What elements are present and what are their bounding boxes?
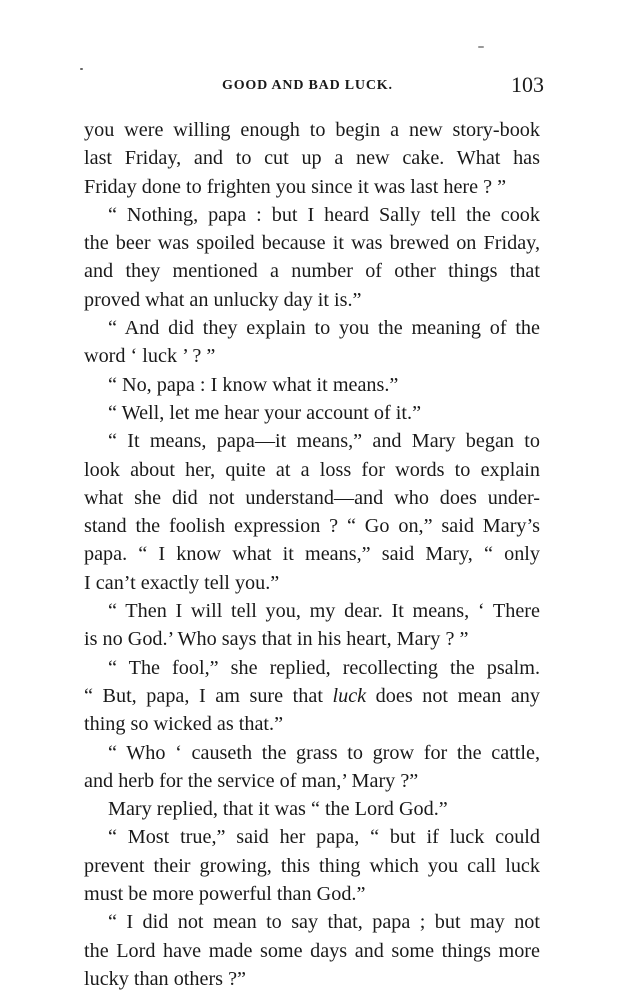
running-head-title: GOOD AND BAD LUCK. [222,78,393,93]
text-line: must be more powerful than God.” [84,883,366,906]
body-text [84,116,540,993]
text-line: “ No, papa : I know what it means.” [108,373,399,396]
text-line: Mary replied, that it was “ the Lord God.” [108,798,448,821]
text-line: the Lord have made some days and some things more [84,939,540,962]
text-line: last Friday, and to cut up a new cake. What has [84,147,540,170]
text-line: the beer was spoiled because it was brewed on Friday, [84,232,540,255]
text-line: “ I did not mean to say that, papa ; but may not [108,911,540,934]
text-line: “ And did they explain to you the meaning of the [108,317,540,340]
page-number: 103 [511,72,544,97]
text-line: “ Nothing, papa : but I heard Sally tell the cook [108,203,540,226]
text-line: “ Then I will tell you, my dear. It means, ‘ There [108,600,540,623]
text-line [84,682,540,710]
print-speck [478,46,484,48]
text-line: I can’t exactly tell you.” [84,571,280,594]
text-line: “ Who ‘ causeth the grass to grow for the cattle, [108,741,540,764]
text-line: is no God.’ Who says that in his heart, Mary ? ” [84,628,469,651]
running-head [84,72,544,98]
text-line: what she did not understand—and who does under- [84,486,540,509]
text-line: “ Most true,” said her papa, “ but if luck could [108,826,540,849]
italic-word: luck [332,684,367,707]
text-line: proved what an unlucky day it is.” [84,288,362,311]
text-line: “ The fool,” she replied, recollecting the psalm. [108,656,540,679]
text-line: papa. “ I know what it means,” said Mary, “ only [84,543,540,566]
text-segment: does not mean any [366,684,540,707]
text-line: Friday done to frighten you since it was last here ? ” [84,175,507,198]
text-line: stand the foolish expression ? “ Go on,” said Mary’s [84,515,540,538]
text-segment: “ But, papa, I am sure that [84,684,333,707]
text-line: thing so wicked as that.” [84,713,284,736]
text-line: and they mentioned a number of other things that [84,260,540,283]
text-line: and herb for the service of man,’ Mary ?” [84,769,419,792]
text-line: you were willing enough to begin a new story-book [84,119,540,141]
text-line: word ‘ luck ’ ? ” [84,345,216,368]
text-line: “ It means, papa—it means,” and Mary began to [108,430,540,453]
print-speck [80,68,83,70]
text-line: prevent their growing, this thing which you call luck [84,854,540,877]
text-line: look about her, quite at a loss for words to explain [84,458,540,481]
text-line: “ Well, let me hear your account of it.” [108,401,422,424]
text-line: lucky than others ?” [84,967,247,990]
